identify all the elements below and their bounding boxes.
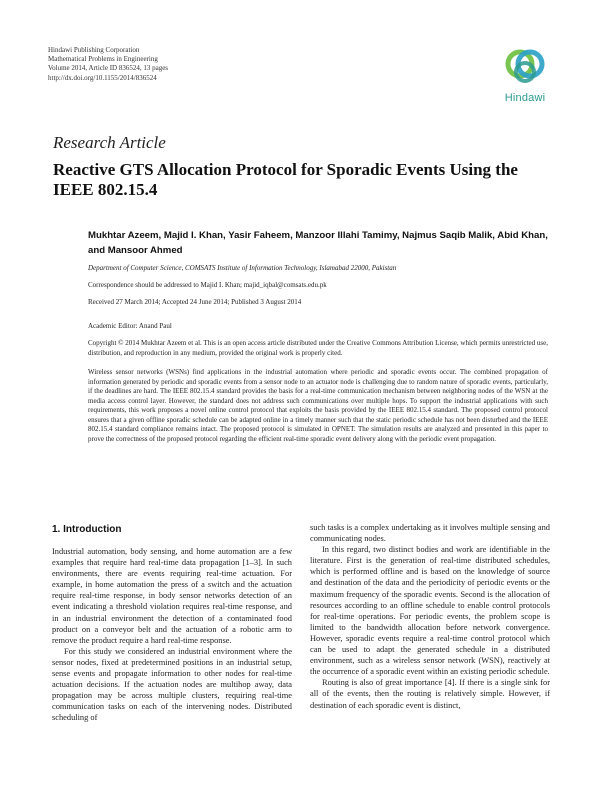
paper-title: Reactive GTS Allocation Protocol for Sporadic Events Using the IEEE 802.15.4 xyxy=(53,160,518,199)
paragraph: Routing is also of great importance [4]. If there is a single sink for all of the events, then the routing is relatively simple. However, if destination of each sporadic event is distinct, xyxy=(310,678,550,710)
publisher: Hindawi Publishing Corporation xyxy=(48,46,140,54)
section-heading: 1. Introduction xyxy=(52,524,122,535)
dates: Received 27 March 2014; Accepted 24 June 2014; Published 3 August 2014 xyxy=(88,298,302,306)
paragraph: such tasks is a complex undertaking as it involves multiple sensing and communicating nodes. xyxy=(310,523,550,544)
journal-volume: Volume 2014, Article ID 836524, 13 pages xyxy=(48,64,169,73)
hindawi-logo-icon xyxy=(496,45,554,91)
paragraph: Industrial automation, body sensing, and home automation are a few examples that require hard real-time data propagation [1–3]. In such environments, there are events requiring real-time actuation. For example, in home automation the press of a switch and the actuation require real-time response, in body sensor networks detection of an event indicating a threshold violation requires real-time response, and in an industrial environment the detection of a contaminated food product on a conveyor belt and the actuation of a robotic arm to remove the product require a hard real-time response. xyxy=(52,547,292,645)
journal-info xyxy=(48,46,168,83)
article-type: Research Article xyxy=(53,133,166,152)
paragraph: For this study we considered an industrial environment where the sensor nodes, fixed at predetermined positions in an industrial setup, sense events and propagate information to other nodes for real-time actuation decisions. If the actuation nodes are multihop away, data propagation may be across multiple clusters, requiring real-time communication tasks on each of the intervening nodes. Distributed scheduling of xyxy=(52,646,292,723)
left-column xyxy=(52,546,292,724)
affiliation: Department of Computer Science, COMSATS Institute of Information Technology, Islamabad 22000, Pakistan xyxy=(88,264,397,272)
hindawi-logo xyxy=(496,45,554,107)
journal-name: Mathematical Problems in Engineering xyxy=(48,55,158,64)
authors: Mukhtar Azeem, Majid I. Khan, Yasir Faheem, Manzoor Illahi Tamimy, Najmus Saqib Malik, Abid Khan, and Mansoor Ahmed xyxy=(88,230,548,256)
correspondence: Correspondence should be addressed to Majid I. Khan; majid_iqbal@comsats.edu.pk xyxy=(88,281,327,289)
paragraph: In this regard, two distinct bodies and work are identifiable in the literature. First is the generation of real-time distributed schedules, which is performed offline and is based on the knowledge of source and destination of the data and the periodicity of periodic events or the maximum frequency of the sporadic events. Second is the allocation of resources according to an offline schedule to enable control protocols for real-time operations. For periodic events, the problem scope is limited to the bandwidth allocation before network convergence. However, sporadic events require a real-time control protocol which can be used to adapt the generated schedule in a distributed environment, such as a wireless sensor network (WSN), reactively at the occurrence of a sporadic event within an existing periodic schedule. xyxy=(310,545,550,677)
logo-text: Hindawi xyxy=(504,92,546,104)
journal-doi[interactable]: http://dx.doi.org/10.1155/2014/836524 xyxy=(48,73,157,82)
abstract: Wireless sensor networks (WSNs) find applications in the industrial automation where periodic and sporadic events occur. The combined propagation of information generated by periodic and sporadic events from a sensor node to an actuator node is challenging due to random nature of sporadic events, particularly, if the deadlines are hard. The IEEE 802.15.4 standard provides the basis for a real-time communication mechanism between neighboring nodes of the WSN at the media access control layer. However, the standard does not address such communications over multiple hops. To support the industrial applications with such requirements, this work proposes a novel online control protocol that exploits the basis provided by the IEEE 802.15.4 standard. The proposed control protocol ensures that a given offline sporadic schedule can be adapted online in a timely manner such that the static periodic schedule has not been disturbed and the IEEE 802.15.4 standard compliance remains intact. The proposed protocol is simulated in OPNET. The simulation results are analyzed and presented in this paper to prove the correctness of the proposed protocol regarding the efficient real-time sporadic event delivery along with the periodic event propagation. xyxy=(88,368,548,443)
copyright: Copyright © 2014 Mukhtar Azeem et al. This is an open access article distributed under the Creative Commons Attribution License, which permits unrestricted use, distribution, and reproduction in any medium, provided the original work is properly cited. xyxy=(88,339,548,357)
right-column xyxy=(310,522,550,711)
academic-editor: Academic Editor: Anand Paul xyxy=(88,322,172,330)
